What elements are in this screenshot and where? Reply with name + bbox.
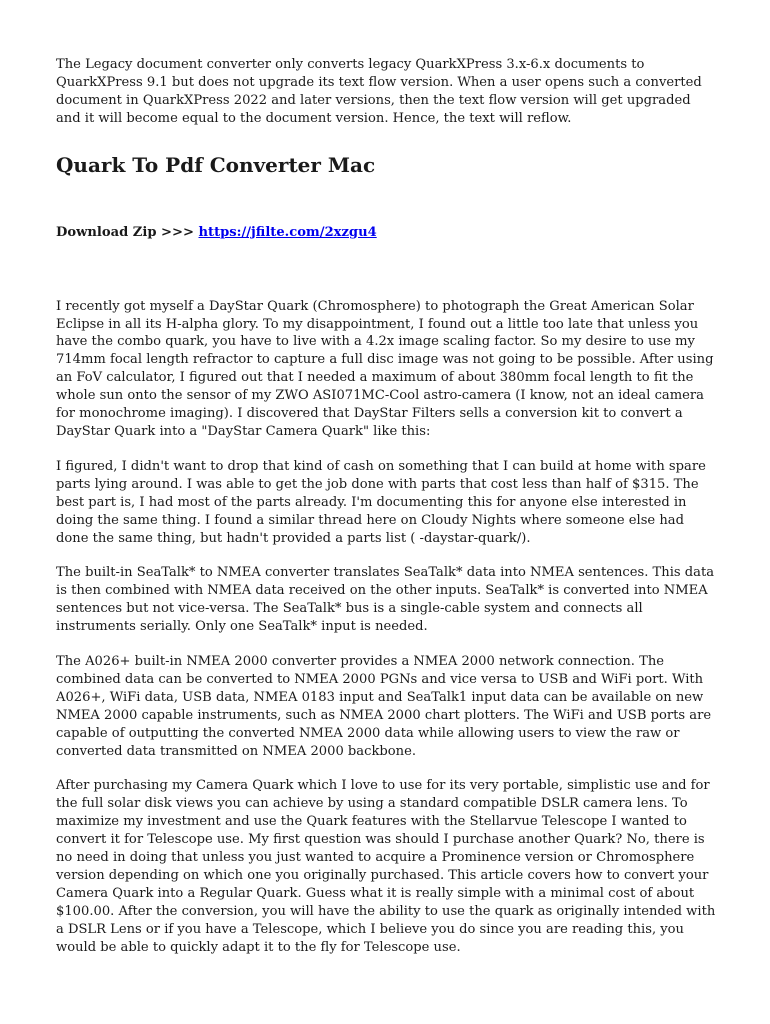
download-line — [56, 224, 718, 242]
download-label: Download Zip >>> — [56, 224, 199, 240]
download-link[interactable]: https://jfilte.com/2xzgu4 — [198, 224, 377, 240]
body-paragraph: After purchasing my Camera Quark which I love to use for its very portable, simplistic use and for the full solar disk views you can achieve by using a standard compatible DSLR camera lens. To maximize my investment and use the Quark features with the Stellarvue Telescope I wanted to convert it for Telescope use. My first question was should I purchase another Quark? No, there is no need in doing that unless you just wanted to acquire a Prominence version or Chromosphere version depending on which one you originally purchased. This article covers how to convert your Camera Quark into a Regular Quark. Guess what it is really simple with a minimal cost of about $100.00. After the conversion, you will have the ability to use the quark as originally intended with a DSLR Lens or if you have a Telescope, which I believe you do since you are reading this, you would be able to quickly adapt it to the fly for Telescope use. — [56, 778, 716, 955]
body-paragraph: The A026+ built-in NMEA 2000 converter provides a NMEA 2000 network connection. The combined data can be converted to NMEA 2000 PGNs and vice versa to USB and WiFi port. With A026+, WiFi data, USB data, NMEA 0183 input and SeaTalk1 input data can be available on new NMEA 2000 capable instruments, such as NMEA 2000 chart plotters. The WiFi and USB ports are capable of outputting the converted NMEA 2000 data while allowing users to view the raw or converted data transmitted on NMEA 2000 backbone. — [56, 654, 712, 759]
document-page — [56, 56, 718, 974]
body-paragraph: I recently got myself a DayStar Quark (Chromosphere) to photograph the Great American Solar Eclipse in all its H-alpha glory. To my disappointment, I found out a little too late that unless you have the combo quark, you have to live with a 4.2x image scaling factor. So my desire to use my 714mm focal length refractor to capture a full disc image was not going to be possible. After using an FoV calculator, I figured out that I needed a maximum of about 380mm focal length to fit the whole sun onto the sensor of my ZWO ASI071MC-Cool astro-camera (I know, not an ideal camera for monochrome imaging). I discovered that DayStar Filters sells a conversion kit to convert a DayStar Quark into a "DayStar Camera Quark" like this: — [56, 298, 714, 439]
body-paragraph: I figured, I didn't want to drop that kind of cash on something that I can build at home with spare parts lying around. I was able to get the job done with parts that cost less than half of $315. The best part is, I had most of the parts already. I'm documenting this for anyone else interested in doing the same thing. I found a similar thread here on Cloudy Nights where someone else had done the same thing, but hadn't provided a parts list ( -daystar-quark/). — [56, 458, 706, 546]
intro-paragraph: The Legacy document converter only converts legacy QuarkXPress 3.x-6.x documents to QuarkXPress 9.1 but does not upgrade its text flow version. When a user opens such a converted document in QuarkXPress 2022 and later versions, then the text flow version will get upgraded and it will become equal to the document version. Hence, the text will reflow. — [56, 57, 702, 126]
page-title: Quark To Pdf Converter Mac — [56, 152, 376, 177]
body-paragraph: The built-in SeaTalk* to NMEA converter translates SeaTalk* data into NMEA sentences. This data is then combined with NMEA data received on the other inputs. SeaTalk* is converted into NMEA sentences but not vice-versa. The SeaTalk* bus is a single-cable system and connects all instruments serially. Only one SeaTalk* input is needed. — [56, 565, 715, 635]
